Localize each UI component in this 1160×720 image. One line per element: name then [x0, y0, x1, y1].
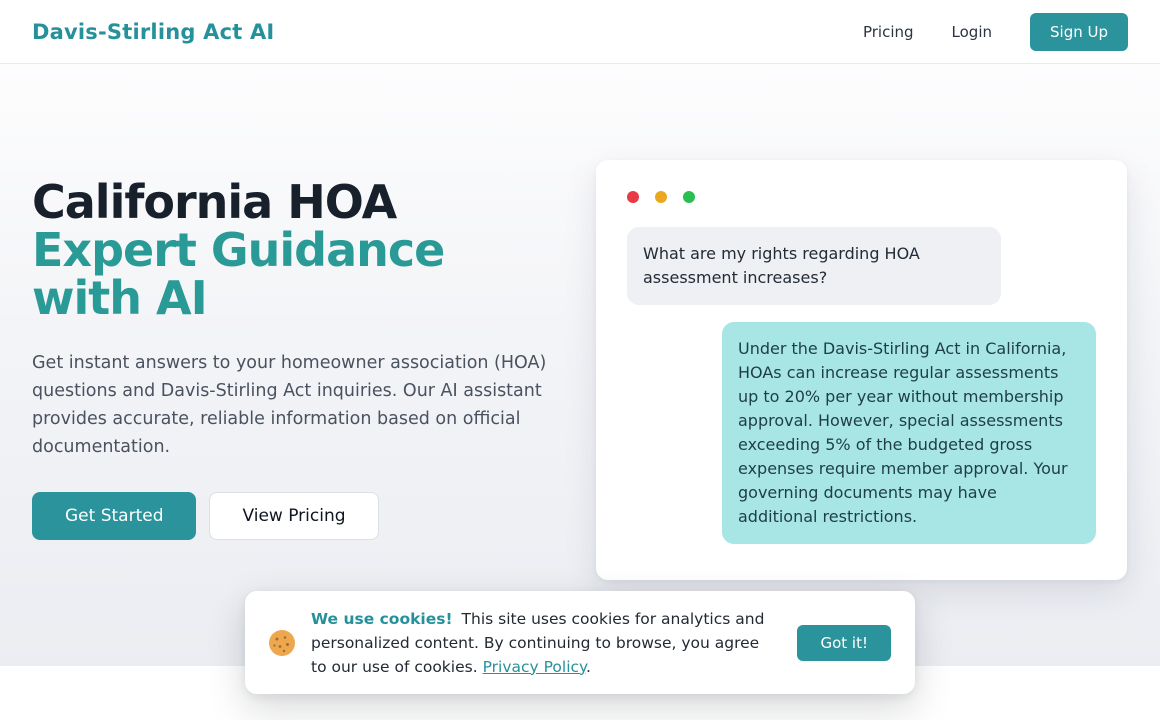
hero-title-line2: Expert Guidance with AI — [32, 223, 445, 325]
sign-up-button[interactable]: Sign Up — [1030, 13, 1128, 51]
hero-section — [0, 64, 1160, 666]
window-controls — [627, 191, 1096, 203]
cookie-message-period: . — [585, 657, 591, 676]
get-started-button[interactable]: Get Started — [32, 492, 196, 540]
hero-cta-group — [32, 492, 379, 540]
hero-title — [32, 175, 512, 325]
cookie-message-body: This site uses cookies for analytics and personalized content. By continuing to browse, you agree to our use of cookies. — [311, 609, 765, 676]
nav-link-login[interactable]: Login — [951, 22, 992, 41]
window-dot-yellow-icon — [655, 191, 667, 203]
user-chat-message: What are my rights regarding HOA assessment increases? — [627, 227, 1001, 305]
hero-title-line1: California HOA — [32, 175, 397, 229]
cookie-title: We use cookies! — [311, 609, 453, 628]
view-pricing-button[interactable]: View Pricing — [209, 492, 378, 540]
brand-logo[interactable]: Davis-Stirling Act AI — [32, 19, 275, 44]
top-navigation-bar — [0, 0, 1160, 64]
cookie-consent-banner — [245, 591, 915, 694]
hero-description: Get instant answers to your homeowner association (HOA) questions and Davis-Stirling Act inquiries. Our AI assistant provides accurate, reliable information based on official documentation. — [32, 353, 547, 457]
privacy-policy-link[interactable]: Privacy Policy — [482, 657, 586, 676]
ai-chat-message: Under the Davis-Stirling Act in California, HOAs can increase regular assessments up to 20% per year without membership approval. However, special assessments exceeding 5% of the budgeted gross expenses require member approval. Your governing documents may have additional restrictions. — [722, 322, 1096, 544]
cookie-accept-button[interactable]: Got it! — [797, 625, 891, 661]
chat-demo-card — [596, 160, 1127, 580]
nav-link-pricing[interactable]: Pricing — [862, 22, 914, 41]
nav-links-group — [863, 13, 1128, 51]
window-dot-green-icon — [683, 191, 695, 203]
window-dot-red-icon — [627, 191, 639, 203]
cookie-message — [311, 607, 769, 679]
cookie-icon — [269, 630, 295, 656]
